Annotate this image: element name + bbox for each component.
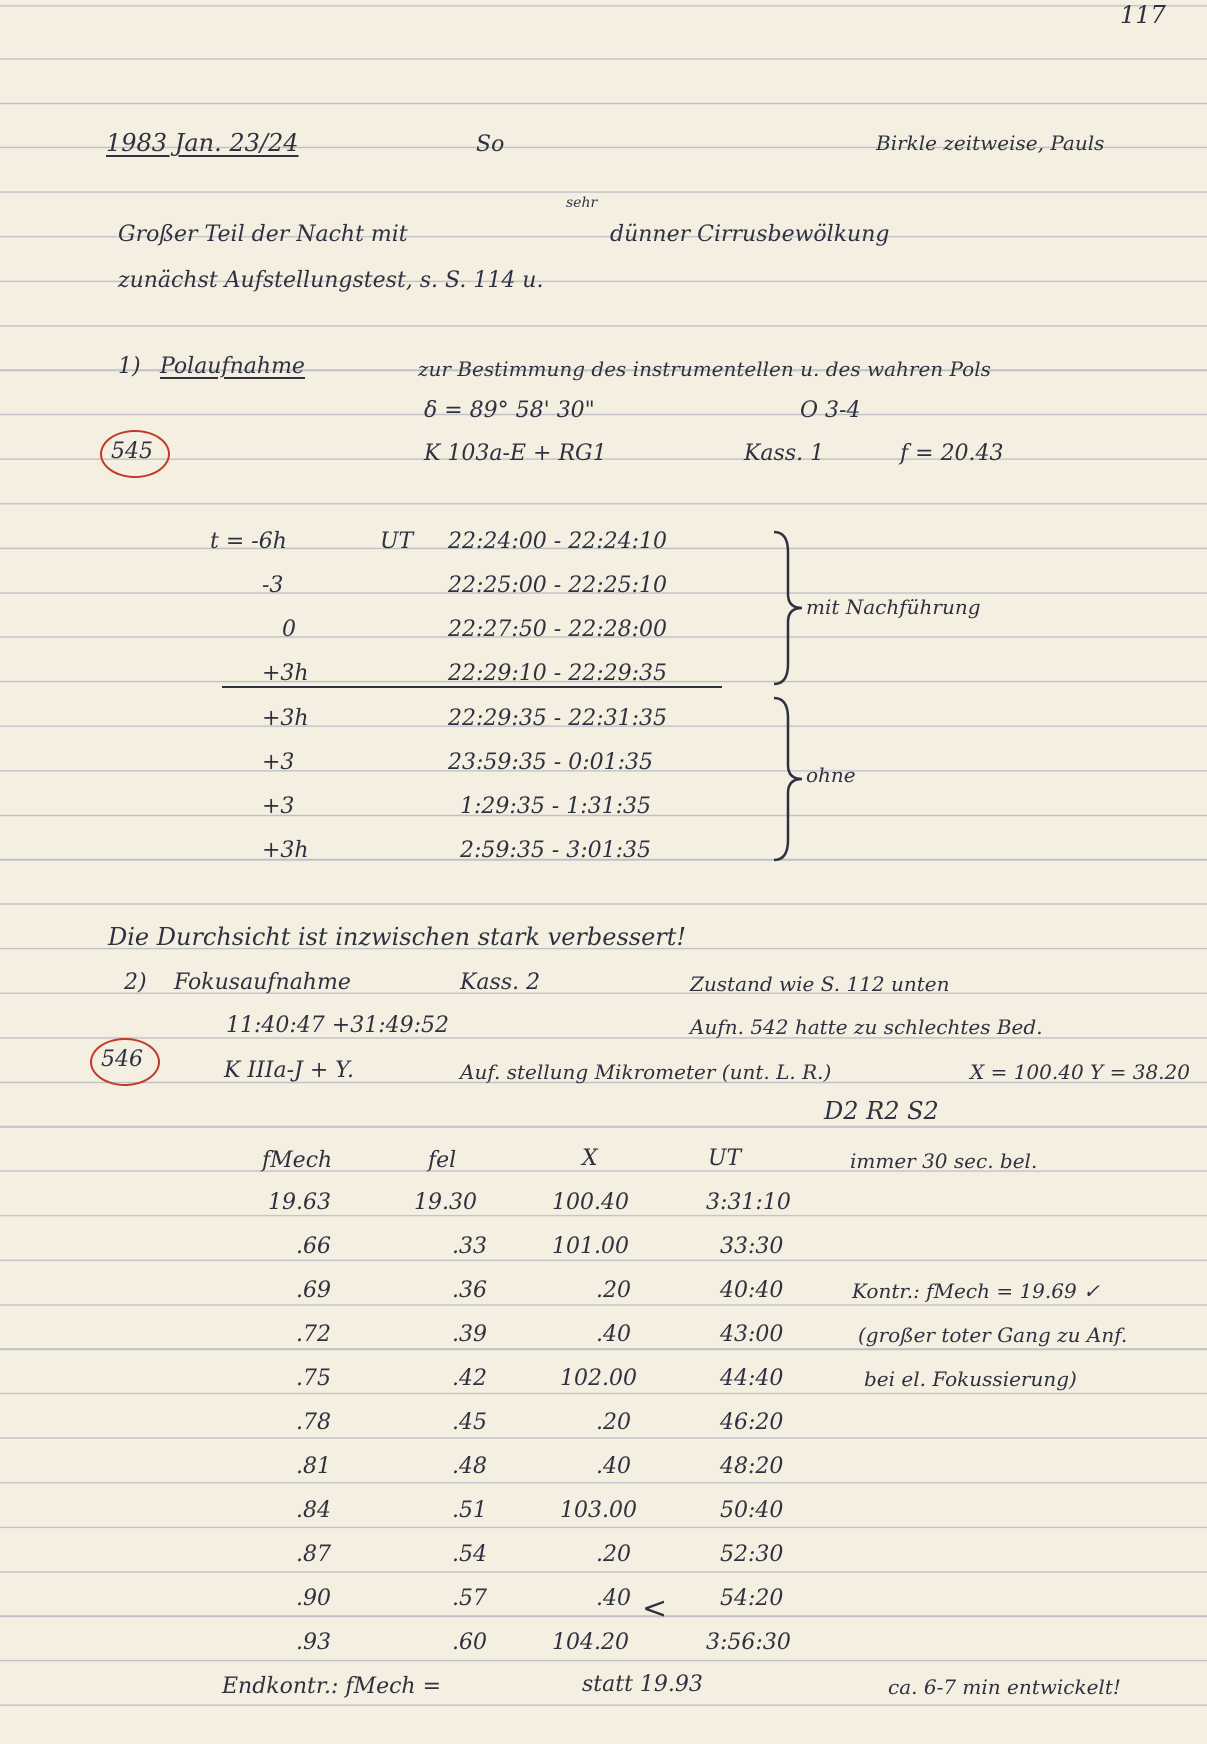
micrometer-values: X = 100.40 Y = 38.20 bbox=[970, 1060, 1190, 1084]
table-cell: .75 bbox=[296, 1366, 331, 1391]
plate-number-546: 546 bbox=[101, 1047, 143, 1072]
plate-number-545: 545 bbox=[111, 439, 153, 464]
table-cell: 40:40 bbox=[720, 1278, 784, 1303]
separator-line bbox=[222, 686, 722, 688]
intro-line-2: zunächst Aufstellungstest, s. S. 114 u. bbox=[118, 268, 544, 293]
remark: Die Durchsicht ist inzwischen stark verbessert! bbox=[108, 923, 687, 951]
exp-t-4: +3h bbox=[262, 706, 309, 731]
table-cell: .90 bbox=[296, 1586, 331, 1611]
table-cell: .93 bbox=[296, 1630, 331, 1655]
state-note: Zustand wie S. 112 unten bbox=[690, 972, 950, 996]
intro-line-1b: dünner Cirrusbewölkung bbox=[610, 222, 890, 247]
table-cell: .84 bbox=[296, 1498, 331, 1523]
exp-t-6: +3 bbox=[262, 794, 295, 819]
entry-date: 1983 Jan. 23/24 bbox=[106, 129, 299, 157]
table-cell: 3:31:10 bbox=[706, 1190, 791, 1215]
table-cell: .42 bbox=[452, 1366, 487, 1391]
table-cell: .20 bbox=[596, 1410, 631, 1435]
table-cell: .40 bbox=[596, 1322, 631, 1347]
table-cell: .51 bbox=[452, 1498, 487, 1523]
condition-code: O 3-4 bbox=[800, 398, 861, 423]
table-cell: 33:30 bbox=[720, 1234, 784, 1259]
emulsion-2: K IIIa-J + Y. bbox=[224, 1058, 354, 1083]
table-cell: 52:30 bbox=[720, 1542, 784, 1567]
ut-label: UT bbox=[380, 529, 414, 554]
exp-ut-0: 22:24:00 - 22:24:10 bbox=[448, 529, 668, 554]
section-1-number: 1) bbox=[118, 354, 141, 379]
coordinates: 11:40:47 +31:49:52 bbox=[226, 1013, 450, 1038]
table-cell: .40 bbox=[596, 1454, 631, 1479]
header-fel: fel bbox=[428, 1148, 457, 1173]
table-cell: .45 bbox=[452, 1410, 487, 1435]
table-cell: 19.30 bbox=[414, 1190, 477, 1215]
table-cell: .57 bbox=[452, 1586, 487, 1611]
focus-value: f = 20.43 bbox=[900, 441, 1004, 466]
table-cell: 48:20 bbox=[720, 1454, 784, 1479]
table-cell: .72 bbox=[296, 1322, 331, 1347]
exp-ut-7: 2:59:35 - 3:01:35 bbox=[460, 838, 652, 863]
exp-t-7: +3h bbox=[262, 838, 309, 863]
table-cell: .20 bbox=[596, 1542, 631, 1567]
table-cell: 43:00 bbox=[720, 1322, 784, 1347]
table-cell: 3:56:30 bbox=[706, 1630, 791, 1655]
control-note-1: (großer toter Gang zu Anf. bbox=[858, 1323, 1128, 1347]
condition-codes: D2 R2 S2 bbox=[824, 1097, 939, 1125]
table-cell: 19.63 bbox=[268, 1190, 331, 1215]
exp-ut-1: 22:25:00 - 22:25:10 bbox=[448, 573, 668, 598]
table-cell: 101.00 bbox=[552, 1234, 629, 1259]
page-number: 117 bbox=[1120, 1, 1166, 29]
exp-ut-2: 22:27:50 - 22:28:00 bbox=[448, 617, 668, 642]
brace-tracking bbox=[770, 528, 806, 688]
setup-note: Auf. stellung Mikrometer (unt. L. R.) bbox=[460, 1060, 832, 1084]
insert-word: sehr bbox=[566, 195, 598, 211]
observers: Birkle zeitweise, Pauls bbox=[876, 131, 1105, 155]
control-note-2: bei el. Fokussierung) bbox=[864, 1367, 1077, 1391]
intro-line-1a: Großer Teil der Nacht mit bbox=[118, 222, 408, 247]
table-cell: .87 bbox=[296, 1542, 331, 1567]
exp-t-3: +3h bbox=[262, 661, 309, 686]
table-cell: .36 bbox=[452, 1278, 487, 1303]
exp-ut-4: 22:29:35 - 22:31:35 bbox=[448, 706, 668, 731]
cassette-1: Kass. 1 bbox=[744, 441, 825, 466]
brace-label-tracking: mit Nachführung bbox=[806, 595, 981, 619]
section-1-purpose: zur Bestimmung des instrumentellen u. des wahren Pols bbox=[418, 357, 991, 381]
section-2-number: 2) bbox=[124, 970, 147, 995]
table-cell: .60 bbox=[452, 1630, 487, 1655]
table-cell: 54:20 bbox=[720, 1586, 784, 1611]
table-cell: .54 bbox=[452, 1542, 487, 1567]
section-1-title: Polaufnahme bbox=[160, 354, 305, 379]
exp-t-0: t = -6h bbox=[210, 529, 287, 554]
section-2-title: Fokusaufnahme bbox=[174, 970, 351, 995]
entry-day: So bbox=[476, 132, 505, 157]
exposure-note: immer 30 sec. bel. bbox=[850, 1149, 1038, 1173]
header-x: X bbox=[582, 1146, 598, 1171]
table-cell: .33 bbox=[452, 1234, 487, 1259]
table-cell: .66 bbox=[296, 1234, 331, 1259]
exp-ut-3: 22:29:10 - 22:29:35 bbox=[448, 661, 668, 686]
end-control-value: statt 19.93 bbox=[582, 1672, 703, 1697]
table-cell: .78 bbox=[296, 1410, 331, 1435]
arrow-mark: < bbox=[642, 1591, 668, 1626]
emulsion-1: K 103a-E + RG1 bbox=[424, 441, 607, 466]
table-cell: 44:40 bbox=[720, 1366, 784, 1391]
table-cell: .39 bbox=[452, 1322, 487, 1347]
table-cell: 50:40 bbox=[720, 1498, 784, 1523]
exp-t-1: -3 bbox=[262, 573, 284, 598]
table-cell: .40 bbox=[596, 1586, 631, 1611]
brace-label-no-tracking: ohne bbox=[806, 763, 856, 787]
table-cell: .48 bbox=[452, 1454, 487, 1479]
table-cell: 46:20 bbox=[720, 1410, 784, 1435]
table-cell: .69 bbox=[296, 1278, 331, 1303]
cassette-2: Kass. 2 bbox=[460, 970, 541, 995]
development-note: ca. 6-7 min entwickelt! bbox=[888, 1675, 1121, 1699]
table-cell: 102.00 bbox=[560, 1366, 637, 1391]
end-control-label: Endkontr.: fMech = bbox=[222, 1674, 442, 1699]
table-cell: 104.20 bbox=[552, 1630, 629, 1655]
brace-no-tracking bbox=[770, 694, 806, 864]
declination: δ = 89° 58' 30" bbox=[424, 398, 595, 423]
control-check: Kontr.: fMech = 19.69 ✓ bbox=[852, 1279, 1100, 1303]
table-cell: .81 bbox=[296, 1454, 331, 1479]
table-cell: 103.00 bbox=[560, 1498, 637, 1523]
exp-ut-5: 23:59:35 - 0:01:35 bbox=[448, 750, 654, 775]
previous-note: Aufn. 542 hatte zu schlechtes Bed. bbox=[690, 1015, 1043, 1039]
table-cell: .20 bbox=[596, 1278, 631, 1303]
table-cell: 100.40 bbox=[552, 1190, 629, 1215]
exp-ut-6: 1:29:35 - 1:31:35 bbox=[460, 794, 652, 819]
exp-t-2: 0 bbox=[282, 617, 296, 642]
header-ut: UT bbox=[708, 1146, 742, 1171]
header-fmech: fMech bbox=[262, 1148, 333, 1173]
exp-t-5: +3 bbox=[262, 750, 295, 775]
